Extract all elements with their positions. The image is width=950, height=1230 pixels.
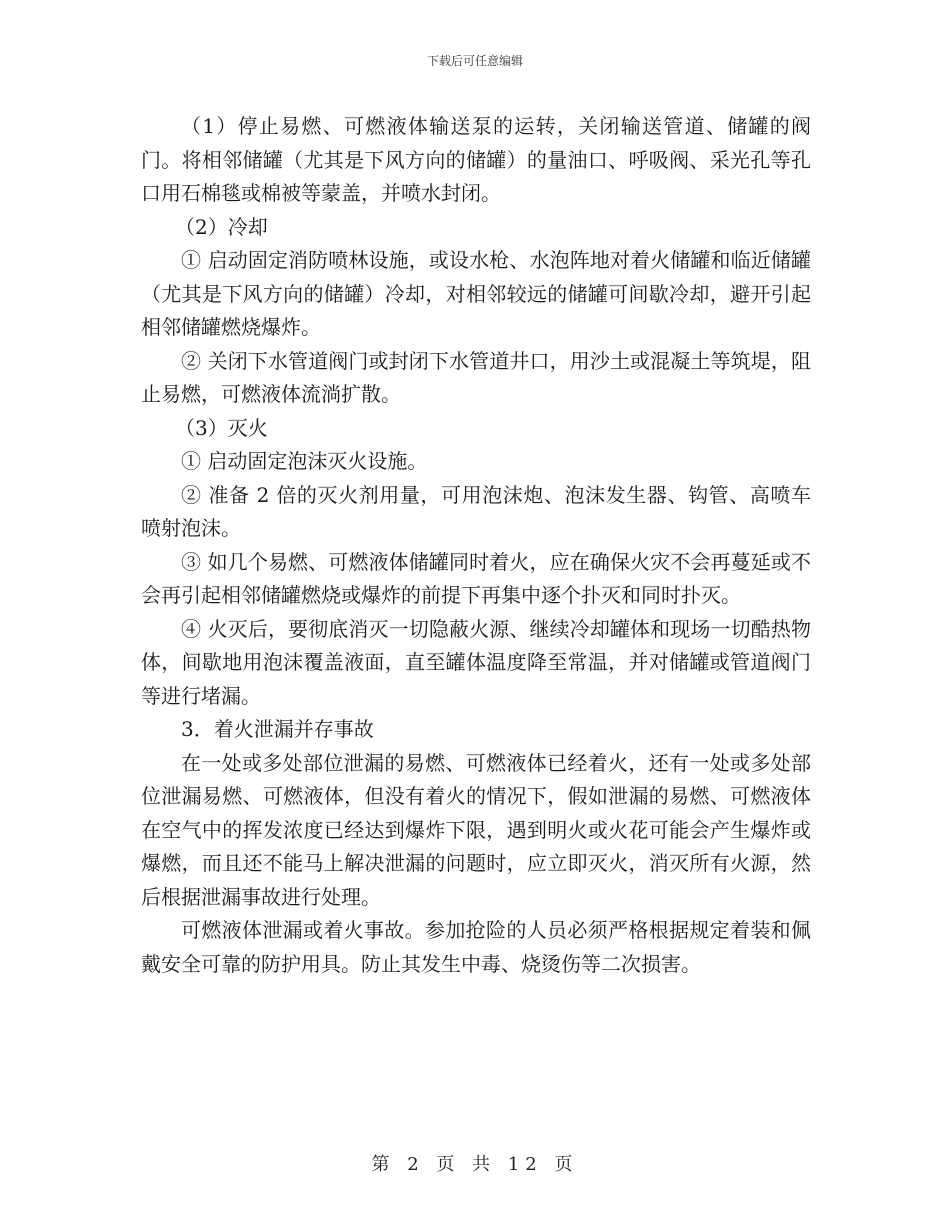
page-footer: 第 2 页 共 12 页 [371, 1154, 579, 1175]
section-heading-fire-leak: 3．着火泄漏并存事故 [181, 717, 374, 741]
subheading-extinguish: （3）灭火 [175, 415, 268, 440]
paragraph-extinguish-2: ② 准备 2 倍的灭火剂用量，可用泡沫炮、泡沫发生器、钩管、高喷车喷射泡沫。 [141, 482, 811, 540]
page-header: 下载后可任意编辑 [426, 54, 523, 68]
paragraph-extinguish-1: ① 启动固定泡沫灭火设施。 [181, 449, 428, 473]
paragraph-cooling-1: ① 启动固定消防喷林设施，或设水枪、水泡阵地对着火储罐和临近储罐（尤其是下风方向的储罐）冷却，对相邻较远的储罐可间歇冷却，避开引起相邻储罐燃烧爆炸。 [141, 248, 811, 339]
paragraph-cooling-2: ② 关闭下水管道阀门或封闭下水管道井口，用沙土或混凝土等筑堤，阻止易燃，可燃液体流淌扩散。 [141, 348, 811, 406]
subheading-cooling: （2）冷却 [175, 214, 268, 239]
paragraph-stop-pumps: （1）停止易燃、可燃液体输送泵的运转，关闭输送管道、储罐的阀门。将相邻储罐（尤其是下风方向的储罐）的量油口、呼吸阀、采光孔等孔口用石棉毯或棉被等蒙盖，并喷水封闭。 [141, 114, 811, 205]
paragraph-protection: 可燃液体泄漏或着火事故。参加抢险的人员必须严格根据规定着装和佩戴安全可靠的防护用具。防止其发生中毒、烧烫伤等二次损害。 [141, 918, 811, 976]
document-body [141, 110, 811, 981]
paragraph-fire-leak: 在一处或多处部位泄漏的易燃、可燃液体已经着火，还有一处或多处部位泄漏易燃、可燃液体，但没有着火的情况下，假如泄漏的易燃、可燃液体在空气中的挥发浓度已经达到爆炸下限，遇到明火或火花可能会产生爆炸或爆燃，而且还不能马上解决泄漏的问题时，应立即灭火，消灭所有火源，然后根据泄漏事故进行处理。 [141, 750, 811, 909]
paragraph-extinguish-4: ④ 火灭后，要彻底消灭一切隐蔽火源、继续冷却罐体和现场一切酷热物体，间歇地用泡沫覆盖液面，直至罐体温度降至常温，并对储罐或管道阀门等进行堵漏。 [141, 616, 811, 708]
paragraph-extinguish-3: ③ 如几个易燃、可燃液体储罐同时着火，应在确保火灾不会再蔓延或不会再引起相邻储罐燃烧或爆炸的前提下再集中逐个扑灭和同时扑灭。 [141, 549, 811, 607]
